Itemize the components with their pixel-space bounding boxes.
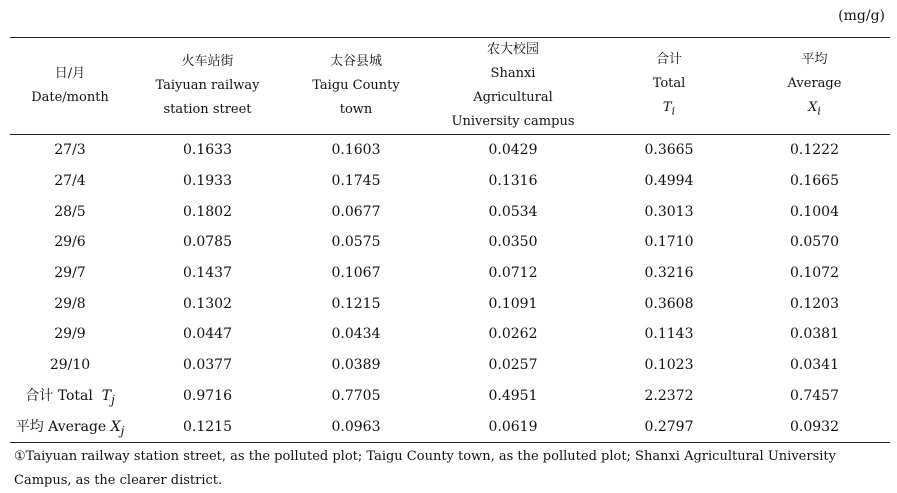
cell-value: 0.1203 bbox=[790, 295, 839, 312]
header-col2-en2: town bbox=[339, 102, 373, 117]
cell-date: 29/6 bbox=[54, 234, 86, 251]
cell-value: 0.0341 bbox=[790, 357, 839, 374]
cell-value: 0.2797 bbox=[599, 411, 739, 442]
cell-value: 0.1603 bbox=[331, 142, 381, 159]
cell-value: 0.1215 bbox=[331, 295, 381, 312]
cell-date: 27/4 bbox=[54, 173, 86, 190]
cell-value: 0.1004 bbox=[790, 203, 839, 220]
table-row bbox=[10, 288, 890, 319]
cell-date: 28/5 bbox=[54, 203, 86, 220]
header-col3 bbox=[427, 38, 599, 135]
total-row-label bbox=[10, 381, 130, 412]
header-col1-en2: station street bbox=[163, 102, 252, 117]
cell-value: 0.0677 bbox=[331, 203, 381, 220]
header-avg-en: Average bbox=[787, 76, 842, 92]
cell-value: 0.9716 bbox=[183, 387, 232, 404]
cell-value: 0.1143 bbox=[644, 326, 694, 343]
total-label-text: 合计 Total bbox=[25, 387, 93, 404]
header-avg bbox=[739, 38, 890, 135]
cell-value: 0.0575 bbox=[331, 234, 381, 251]
subscript-i: i bbox=[671, 104, 676, 118]
header-col2 bbox=[285, 38, 427, 135]
cell-value: 0.1091 bbox=[488, 295, 538, 312]
cell-value: 0.0262 bbox=[488, 326, 538, 343]
cell-value: 0.1437 bbox=[183, 265, 232, 282]
header-avg-symbol bbox=[739, 96, 890, 124]
cell-value: 0.0434 bbox=[331, 326, 381, 343]
subscript-j: j bbox=[111, 392, 115, 407]
cell-value: 0.1933 bbox=[183, 173, 232, 190]
cell-value: 0.0447 bbox=[183, 326, 232, 343]
cell-value: 0.3013 bbox=[644, 203, 694, 220]
table-row bbox=[10, 350, 890, 381]
cell-value: 0.0429 bbox=[488, 142, 538, 159]
cell-date: 29/10 bbox=[49, 357, 91, 374]
cell-date: 29/8 bbox=[54, 295, 86, 312]
cell-value: 0.1222 bbox=[790, 142, 839, 159]
header-total bbox=[599, 38, 739, 135]
header-col1 bbox=[130, 38, 285, 135]
header-date-zh: 日/月 bbox=[54, 66, 86, 81]
header-total-en: Total bbox=[652, 76, 686, 92]
cell-value: 0.0570 bbox=[790, 234, 839, 251]
symbol-x: X bbox=[808, 100, 818, 116]
cell-value: 0.1023 bbox=[644, 357, 694, 374]
cell-value: 0.1215 bbox=[130, 411, 285, 442]
header-avg-zh: 平均 bbox=[801, 52, 828, 68]
subscript-j: j bbox=[120, 423, 125, 438]
subscript-i: i bbox=[817, 104, 821, 118]
cell-value: 0.1802 bbox=[183, 203, 232, 220]
header-col1-zh: 火车站街 bbox=[181, 54, 234, 69]
cell-value: 0.1745 bbox=[331, 173, 381, 190]
cell-value: 0.0377 bbox=[183, 357, 232, 374]
cell-value: 0.0712 bbox=[488, 265, 538, 282]
cell-value: 0.7705 bbox=[331, 387, 381, 404]
cell-value: 2.2372 bbox=[644, 387, 694, 404]
cell-value: 0.0257 bbox=[488, 357, 538, 374]
footnote: ①Taiyuan railway station street, as the polluted plot; Taigu County town, as the polluted plot; Shanxi Agricultural University Campus, as the clearer district. bbox=[14, 449, 836, 488]
header-date-en: Date/month bbox=[31, 90, 109, 105]
header-col3-zh: 农大校园 bbox=[486, 42, 539, 57]
header-date bbox=[10, 38, 130, 135]
cell-date: 27/3 bbox=[54, 142, 86, 159]
cell-value: 0.1665 bbox=[790, 173, 839, 190]
data-table bbox=[10, 37, 890, 443]
header-col3-en1: Shanxi bbox=[490, 66, 536, 81]
cell-date: 29/9 bbox=[54, 326, 86, 343]
cell-value: 0.1067 bbox=[331, 265, 381, 282]
table-row bbox=[10, 135, 890, 166]
cell-value: 0.7457 bbox=[790, 387, 839, 404]
table-row bbox=[10, 227, 890, 258]
table-row bbox=[10, 319, 890, 350]
header-col2-en1: Taigu County bbox=[312, 78, 400, 93]
cell-value: 0.3665 bbox=[644, 142, 694, 159]
cell-value: 0.0963 bbox=[285, 411, 427, 442]
cell-value: 0.1316 bbox=[488, 173, 538, 190]
average-row-label bbox=[10, 411, 130, 442]
header-row bbox=[10, 38, 890, 135]
cell-value: 0.0389 bbox=[331, 357, 381, 374]
header-total-zh: 合计 bbox=[655, 52, 682, 68]
symbol-t: T bbox=[101, 387, 112, 404]
header-col3-en2: Agricultural bbox=[473, 90, 553, 105]
total-row bbox=[10, 381, 890, 412]
cell-value: 0.1633 bbox=[183, 142, 232, 159]
cell-value: 0.0619 bbox=[427, 411, 599, 442]
cell-value: 0.0534 bbox=[488, 203, 538, 220]
symbol-t: T bbox=[662, 100, 672, 116]
header-col1-en1: Taiyuan railway bbox=[155, 78, 260, 93]
cell-value: 0.3216 bbox=[644, 265, 694, 282]
header-col2-zh: 太谷县城 bbox=[329, 54, 382, 69]
table-row bbox=[10, 258, 890, 289]
average-row bbox=[10, 411, 890, 442]
cell-value: 0.0381 bbox=[790, 326, 839, 343]
cell-value: 0.1710 bbox=[644, 234, 694, 251]
unit-label: (mg/g) bbox=[838, 8, 885, 24]
cell-value: 0.0350 bbox=[488, 234, 538, 251]
cell-value: 0.0785 bbox=[183, 234, 232, 251]
header-col3-en3: University campus bbox=[451, 114, 575, 129]
cell-value: 0.0932 bbox=[739, 411, 890, 442]
cell-value: 0.1302 bbox=[183, 295, 232, 312]
average-label-text: 平均 Average bbox=[15, 418, 107, 435]
cell-value: 0.4994 bbox=[644, 173, 694, 190]
cell-value: 0.4951 bbox=[488, 387, 538, 404]
symbol-x: X bbox=[110, 418, 121, 435]
cell-value: 0.1072 bbox=[790, 265, 839, 282]
table-row bbox=[10, 196, 890, 227]
cell-value: 0.3608 bbox=[644, 295, 694, 312]
table-row bbox=[10, 166, 890, 197]
cell-date: 29/7 bbox=[54, 265, 86, 282]
header-total-symbol bbox=[599, 96, 739, 124]
